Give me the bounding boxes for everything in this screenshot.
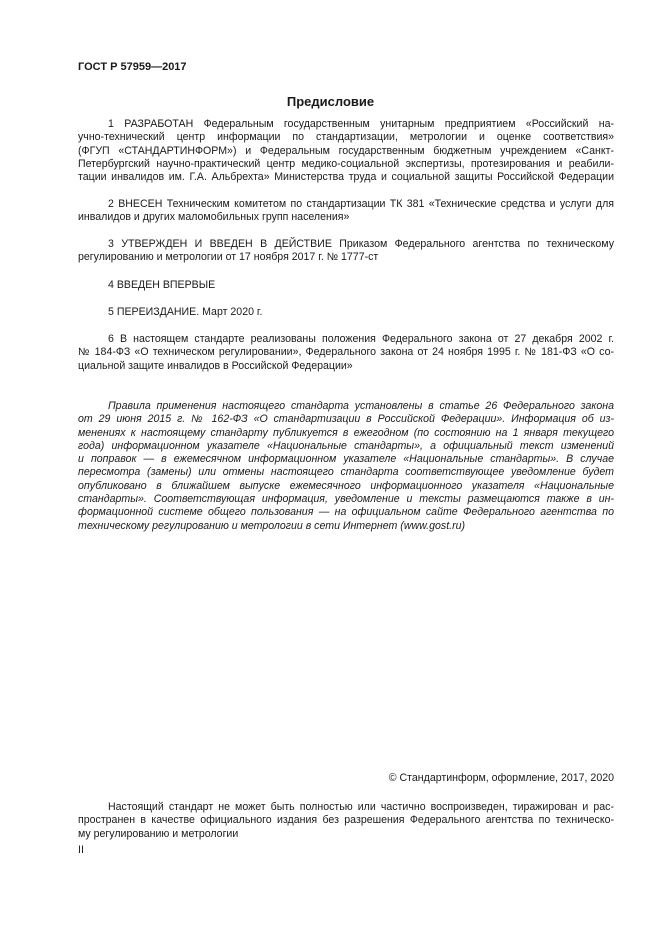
preface-title: Предисловие	[286, 94, 375, 109]
page-number: II	[78, 844, 84, 856]
text-line: пространен в качестве официального издания без разрешения Федерального агентства по техническо-	[78, 814, 614, 827]
text-line: Петербургский научно-практический центр медико-социальной экспертизы, протезирования и реабили-	[78, 157, 614, 170]
text-line: менениях к настоящему стандарту публикуется в ежегодном (по состоянию на 1 января текущего	[78, 426, 614, 439]
text-line: инвалидов и других маломобильных групп населения»	[78, 211, 350, 224]
document-code: ГОСТ Р 57959—2017	[78, 61, 187, 73]
text-line: тации инвалидов им. Г.А. Альбрехта» Министерства труда и социальной защиты Российской Федерации	[78, 171, 614, 184]
preface-item-5	[78, 306, 614, 319]
text-line: пересмотра (замены) или отмены настоящего стандарта соответствующее уведомление будет	[78, 466, 614, 479]
text-line: циальной защите инвалидов в Российской Федерации»	[78, 359, 353, 372]
text-line: 5 ПЕРЕИЗДАНИЕ. Март 2020 г.	[108, 306, 263, 318]
text-line: формационной системе общего пользования — на официальном сайте Федерального агентства по	[78, 506, 614, 519]
reproduction-notice	[78, 801, 614, 841]
text-line: му регулированию и метрологии	[78, 827, 239, 840]
text-line: (ФГУП «СТАНДАРТИНФОРМ») и Федеральным государственным бюджетным учреждением «Санкт-	[78, 144, 614, 157]
text-line: от 29 июня 2015 г. № 162-ФЗ «О стандартизации в Российской Федерации». Информация об из-	[78, 413, 614, 426]
text-line: 4 ВВЕДЕН ВПЕРВЫЕ	[108, 279, 216, 291]
text-line: 1 РАЗРАБОТАН Федеральным государственным унитарным предприятием «Российский на-	[108, 118, 614, 130]
text-line: опубликовано в ближайшем выпуске ежемесячного информационного указателя «Национальные	[78, 479, 614, 492]
preface-item-4	[78, 279, 614, 292]
text-line: регулированию и метрологии от 17 ноября 2017 г. № 1777-ст	[78, 251, 379, 264]
text-line: и поправок — в ежемесячном информационном указателе «Национальные стандарты». В случае	[78, 453, 614, 466]
text-line: учно-технический центр информации по стандартизации, метрологии и оценке соответствия»	[78, 131, 614, 144]
text-line: техническому регулированию и метрологии в сети Интернет (www.gost.ru)	[78, 519, 466, 532]
standard-usage-notice	[78, 400, 614, 533]
text-line: Правила применения настоящего стандарта установлены в статье 26 Федерального закона	[108, 400, 614, 412]
copyright-line: © Стандартинформ, оформление, 2017, 2020	[388, 772, 614, 784]
text-line: года) информационном указателе «Национальные стандарты», а официальный текст изменений	[78, 439, 614, 452]
text-line: 3 УТВЕРЖДЕН И ВВЕДЕН В ДЕЙСТВИЕ Приказом Федерального агентства по техническому	[108, 238, 614, 250]
text-line: Настоящий стандарт не может быть полностью или частично воспроизведен, тиражирован и рас-	[108, 801, 614, 813]
preface-item-2	[78, 198, 614, 225]
preface-item-1	[78, 118, 614, 184]
preface-item-3	[78, 238, 614, 265]
text-line: 2 ВНЕСЕН Техническим комитетом по стандартизации ТК 381 «Технические средства и услуги для	[108, 198, 614, 210]
text-line: 6 В настоящем стандарте реализованы положения Федерального закона от 27 декабря 2002 г.	[108, 333, 614, 345]
text-line: № 184-ФЗ «О техническом регулировании», Федерального закона от 24 ноября 1995 г. № 181-ФЗ «О со-	[78, 346, 614, 359]
preface-item-6	[78, 333, 614, 373]
text-line: стандарты». Соответствующая информация, уведомление и тексты размещаются также в ин-	[78, 493, 614, 506]
